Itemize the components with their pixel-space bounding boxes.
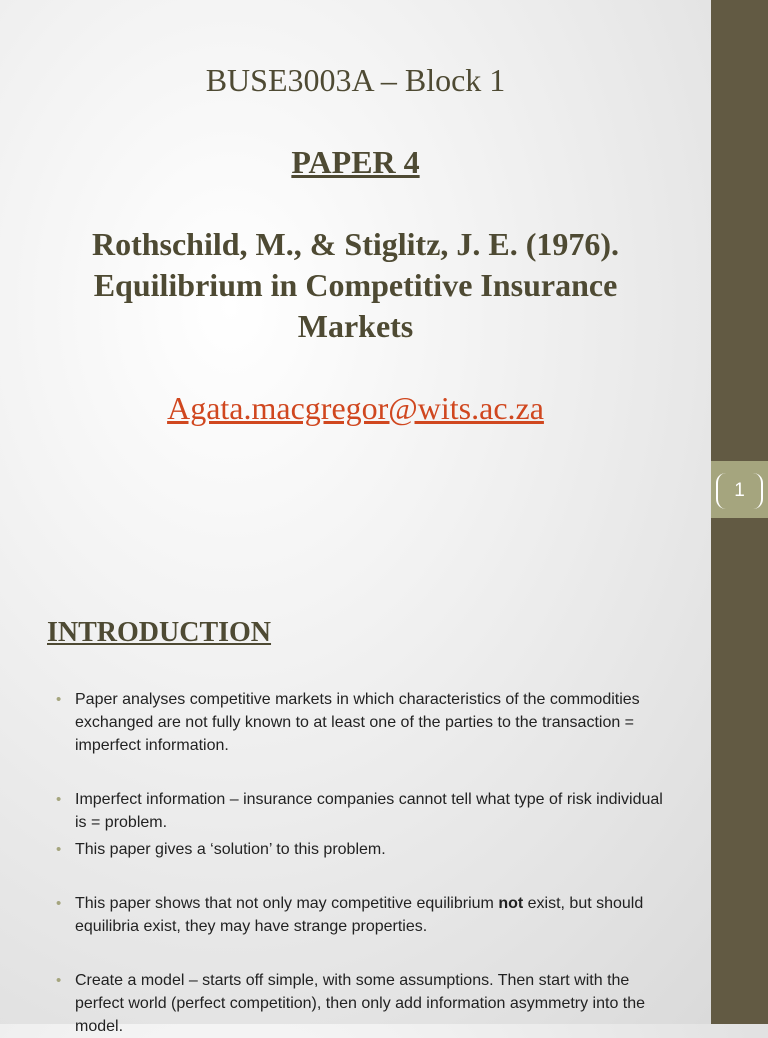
citation-line: Markets	[297, 308, 414, 344]
bullet-icon: •	[56, 895, 62, 912]
course-title: BUSE3003A – Block 1	[205, 62, 506, 98]
bullet-list	[56, 688, 676, 1038]
bullet-icon: •	[56, 841, 62, 858]
list-item	[56, 788, 676, 834]
list-item	[56, 969, 676, 1038]
bullet-text-bold: not	[498, 895, 524, 912]
list-item	[56, 688, 676, 757]
email-link[interactable]: Agata.macgregor@wits.ac.za	[167, 390, 544, 426]
list-item	[56, 892, 676, 938]
bullet-text-part: exist, but should equilibria exist, they may have strange properties.	[75, 895, 644, 935]
citation-line: Rothschild, M., & Stiglitz, J. E. (1976).	[91, 226, 620, 262]
section-heading: INTRODUCTION	[47, 617, 272, 648]
citation-line: Equilibrium in Competitive Insurance	[93, 267, 618, 303]
bullet-text-part: This paper shows that not only may competitive equilibrium	[75, 895, 499, 912]
bullet-text: Create a model – starts off simple, with some assumptions. Then start with the perfect world (perfect competition), then only add information asymmetry into the model.	[75, 972, 646, 1035]
paper-citation	[0, 224, 711, 347]
list-item	[56, 838, 676, 861]
bullet-icon: •	[56, 691, 62, 708]
bullet-icon: •	[56, 791, 62, 808]
bullet-text: This paper gives a ‘solution’ to this problem.	[75, 841, 386, 858]
paper-title: PAPER 4	[291, 144, 420, 180]
bullet-icon: •	[56, 972, 62, 989]
bullet-text	[75, 895, 643, 935]
bullet-text: Paper analyses competitive markets in which characteristics of the commodities exchanged are not fully known to at least one of the parties to the transaction = imperfect information.	[75, 691, 640, 754]
bullet-text: Imperfect information – insurance companies cannot tell what type of risk individual is = problem.	[75, 791, 663, 831]
page-number: 1	[734, 480, 745, 501]
